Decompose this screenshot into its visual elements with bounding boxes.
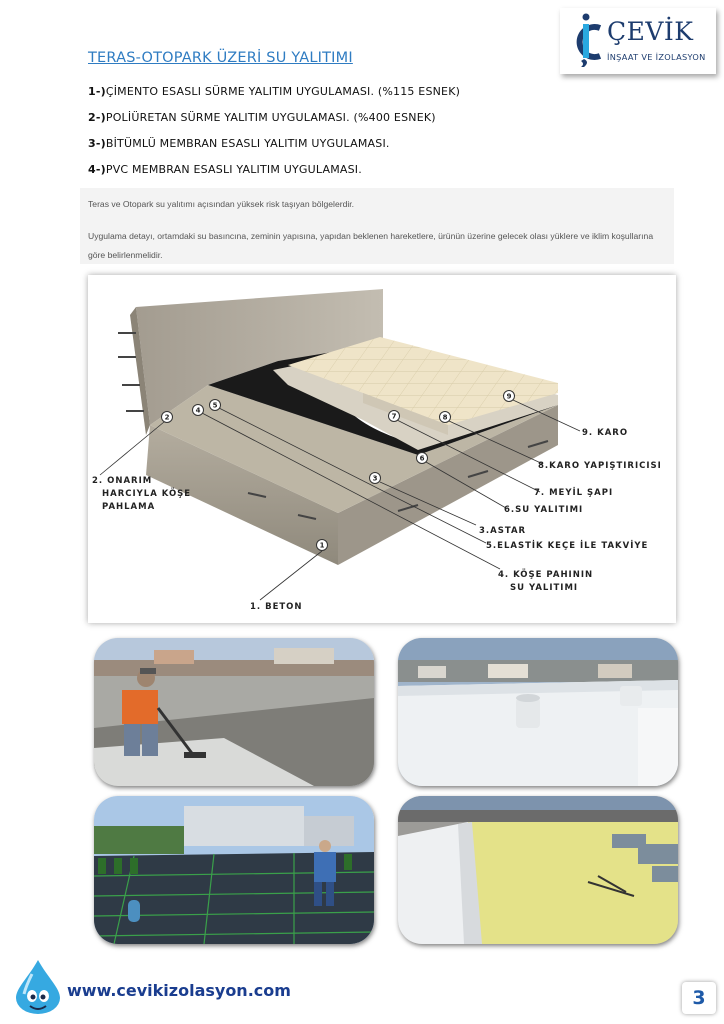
photo-polyurethane-roof [398, 638, 678, 786]
label-onarim: HARCIYLA KÖŞE [102, 489, 192, 499]
svg-text:8: 8 [442, 413, 448, 422]
water-drop-mascot-icon [10, 958, 66, 1016]
list-item: 4-)PVC MEMBRAN ESASLI YALITIM UYGULAMASI. [88, 163, 362, 176]
svg-text:3: 3 [372, 474, 378, 483]
label-kose-pahi: SU YALITIMI [510, 583, 579, 593]
svg-text:7: 7 [391, 412, 397, 421]
svg-text:4: 4 [195, 406, 201, 415]
svg-text:5: 5 [212, 401, 218, 410]
cevik-monogram-icon [566, 12, 606, 70]
waterproofing-detail-diagram [88, 275, 676, 623]
photo-pvc-membrane [398, 796, 678, 944]
list-item: 2-)POLİÜRETAN SÜRME YALITIM UYGULAMASI. (%400 ESNEK) [88, 111, 436, 124]
label-meyil-sapi: 7. MEYİL ŞAPI [534, 488, 614, 498]
page-number: 3 [682, 982, 716, 1014]
label-onarim: 2. ONARIM [92, 476, 153, 486]
logo-name: ÇEVİK [607, 17, 694, 46]
photo-bitumen-membrane [94, 796, 374, 944]
intro-paragraph: Teras ve Otopark su yalıtımı açısından yüksek risk taşıyan bölgelerdir. [88, 199, 355, 209]
svg-text:1: 1 [319, 541, 325, 550]
label-astar: 3.ASTAR [479, 526, 527, 536]
svg-text:9: 9 [506, 392, 512, 401]
label-su-yalitimi: 6.SU YALITIMI [504, 505, 584, 515]
photo-cement-coating [94, 638, 374, 786]
svg-text:2: 2 [164, 413, 170, 422]
label-karo: 9. KARO [582, 428, 629, 438]
website-link[interactable]: www.cevikizolasyon.com [67, 981, 291, 1000]
list-item: 3-)BİTÜMLÜ MEMBRAN ESASLI YALITIM UYGULAMASI. [88, 137, 390, 150]
logo-subtitle: İNŞAAT VE İZOLASYON [607, 52, 706, 62]
label-kose-pahi: 4. KÖŞE PAHININ [498, 570, 594, 580]
label-karo-yapistiricisi: 8.KARO YAPIŞTIRICISI [538, 461, 662, 471]
label-onarim: PAHLAMA [102, 502, 156, 512]
svg-text:6: 6 [419, 454, 425, 463]
label-beton: 1. BETON [250, 602, 303, 612]
list-item: 1-)ÇİMENTO ESASLI SÜRME YALITIM UYGULAMASI. (%115 ESNEK) [88, 85, 461, 98]
page-title: TERAS-OTOPARK ÜZERİ SU YALITIMI [88, 50, 353, 66]
label-elastik-kece: 5.ELASTİK KEÇE İLE TAKVİYE [486, 541, 649, 551]
intro-paragraph: Uygulama detayı, ortamdaki su basıncına, zeminin yapısına, yapıdan beklenen hareketlere, ürünün üzerine gelecek olası yüklere ve iklim koşullarına göre belirlenmelidir. [88, 231, 654, 260]
intro-text-block [80, 188, 674, 264]
